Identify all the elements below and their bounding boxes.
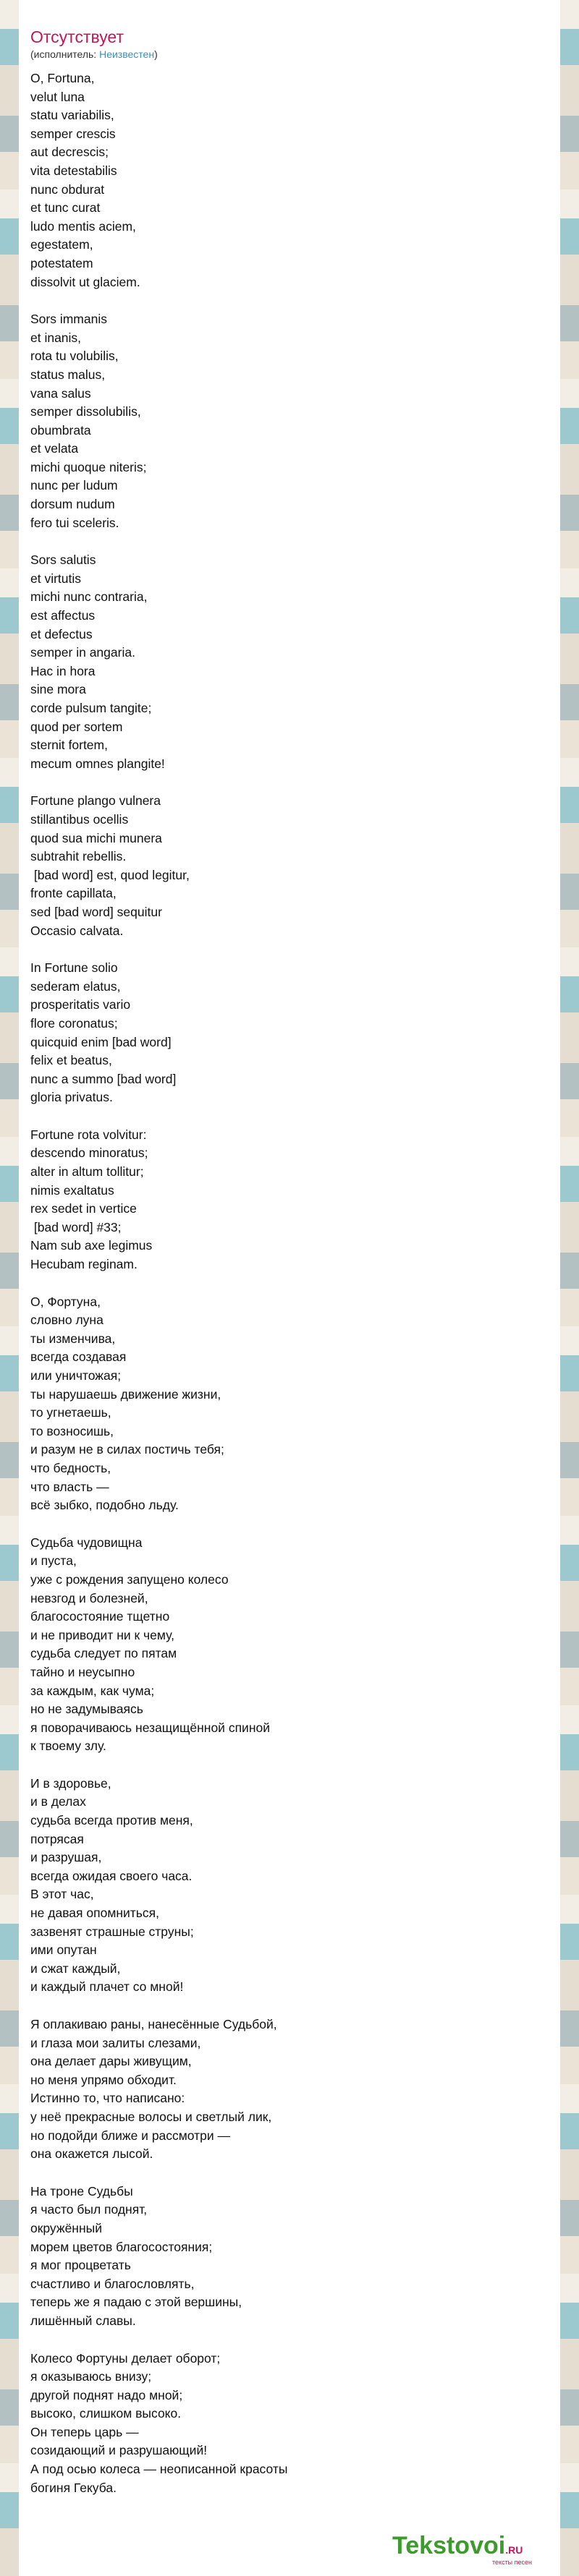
lyrics-body [30,69,549,2497]
lyrics-line: sine mora [30,682,86,697]
lyrics-line: морем цветов благосостояния; [30,2239,213,2254]
lyrics-line: другой поднят надо мной; [30,2387,183,2402]
logo-brand: Tekstovoi [392,2532,506,2559]
lyrics-stanza [30,551,549,773]
lyrics-stanza [30,792,549,940]
lyrics-line: status malus, [30,367,106,382]
lyrics-line: и разум не в силах постичь тебя; [30,1442,224,1457]
lyrics-line: statu variabilis, [30,108,114,123]
lyrics-line: и в делах [30,1794,86,1809]
lyrics-line: Судьба чудовищна [30,1535,143,1550]
lyrics-line: Nam sub axe legimus [30,1238,153,1253]
lyrics-line: dorsum nudum [30,497,115,512]
lyrics-line: prosperitatis vario [30,997,131,1012]
performer-link[interactable]: Неизвестен [99,48,155,60]
lyrics-line: всегда ожидая своего часа. [30,1868,193,1883]
lyrics-line: nunc a summo [bad word] [30,1071,177,1086]
lyrics-line: et tunc curat [30,200,101,216]
lyrics-line: благосостояние тщетно [30,1609,170,1624]
lyrics-line: невзгод и болезней, [30,1590,148,1605]
lyrics-line: или уничтожая; [30,1368,122,1383]
lyrics-line: Он теперь царь — [30,2424,139,2439]
lyrics-line: ими опутан [30,1942,97,1958]
lyrics-line: но не задумываясь [30,1702,143,1717]
lyrics-line: Hecubam reginam. [30,1257,138,1272]
lyrics-line: Sors immanis [30,312,107,327]
lyrics-line: [bad word] #33; [30,1219,122,1234]
lyrics-line: est affectus [30,608,96,623]
lyrics-line: она окажется лысой. [30,2146,153,2162]
lyrics-line: quicquid enim [bad word] [30,1034,172,1049]
lyrics-line: et virtutis [30,571,82,586]
lyrics-line: Fortune rota volvitur: [30,1127,147,1142]
lyrics-stanza [30,1126,549,1274]
lyrics-line: И в здоровье, [30,1775,111,1791]
lyrics-line: stillantibus ocellis [30,811,129,827]
lyrics-stanza [30,310,549,532]
lyrics-line: я мог процветать [30,2258,131,2273]
lyrics-line: vita detestabilis [30,163,117,178]
lyrics-line: и глаза мои залиты слезами, [30,2035,201,2050]
lyrics-line: dissolvit ut glaciem. [30,274,140,289]
lyrics-content [30,26,549,2516]
lyrics-line: michi quoque niteris; [30,459,147,474]
lyrics-line: Я оплакиваю раны, нанесённые Судьбой, [30,2017,277,2031]
lyrics-line: quod sua michi munera [30,830,162,845]
lyrics-line: fronte capillata, [30,886,117,901]
lyrics-line: aut decrescis; [30,145,109,160]
lyrics-line: rex sedet in vertice [30,1201,137,1216]
lyrics-line: rota tu volubilis, [30,349,119,364]
lyrics-line: obumbrata [30,422,91,438]
lyrics-line: nunc per ludum [30,478,118,493]
lyrics-line: quod per sortem [30,719,123,734]
lyrics-line: что власть — [30,1479,109,1494]
lyrics-line: flore coronatus; [30,1015,118,1031]
lyrics-stanza [30,2016,549,2164]
lyrics-line: Occasio calvata. [30,923,124,938]
lyrics-line: ты нарушаешь движение жизни, [30,1386,221,1402]
lyrics-line: не давая опомниться, [30,1906,160,1921]
lyrics-line: то возносишь, [30,1423,114,1438]
lyrics-line: In Fortune solio [30,960,118,976]
lyrics-line: за каждым, как чума; [30,1683,155,1698]
lyrics-stanza [30,2350,549,2498]
lyrics-line: уже с рождения запущено колесо [30,1571,229,1587]
lyrics-line: semper crescis [30,126,116,141]
lyrics-line: счастливо и благословлять, [30,2276,195,2291]
lyrics-line: богиня Гекуба. [30,2480,117,2495]
lyrics-line: Истинно то, что написано: [30,2091,185,2106]
lyrics-line: но меня упрямо обходит. [30,2072,177,2087]
lyrics-stanza [30,2183,549,2331]
lyrics-line: теперь же я падаю с этой вершины, [30,2295,242,2310]
lyrics-line: лишённый славы. [30,2313,136,2328]
lyrics-line: sed [bad word] sequitur [30,904,162,919]
lyrics-stanza [30,1293,549,1515]
site-logo[interactable] [392,2533,559,2570]
lyrics-line: semper in angaria. [30,645,135,660]
lyrics-line: felix et beatus, [30,1053,112,1068]
lyrics-line: судьба следует по пятам [30,1646,177,1661]
lyrics-line: potestatem [30,255,93,270]
lyrics-line: и не приводит ни к чему, [30,1627,174,1642]
lyrics-line: descendo minoratus; [30,1146,148,1161]
lyrics-line: ты изменчива, [30,1331,116,1346]
lyrics-stanza [30,1534,549,1756]
lyrics-line: и пуста, [30,1553,77,1569]
lyrics-line: sternit fortem, [30,738,108,753]
lyrics-line: высоко, слишком высоко. [30,2406,182,2421]
lyrics-line: А под осью колеса — неописанной красоты [30,2462,288,2477]
lyrics-line: sederam elatus, [30,978,121,994]
song-title: Отсутствует [30,27,124,46]
lyrics-line: судьба всегда против меня, [30,1813,193,1828]
lyrics-line: Колесо Фортуны делает оборот; [30,2350,221,2366]
lyrics-line: что бедность, [30,1460,111,1475]
lyrics-line: В этот час, [30,1887,94,1902]
lyrics-line: О, Фортуна, [30,1294,101,1309]
lyrics-line: O, Fortuna, [30,71,95,85]
lyrics-line: и каждый плачет со мной! [30,1979,184,1995]
lyrics-line: corde pulsum tangite; [30,701,152,715]
lyrics-stanza [30,69,549,291]
lyrics-line: nimis exaltatus [30,1182,114,1198]
lyrics-line: fero tui sceleris. [30,515,119,530]
lyrics-line: michi nunc contraria, [30,589,148,605]
lyrics-line: зазвенят страшные струны; [30,1924,194,1939]
lyrics-line: созидающий и разрушающий! [30,2443,208,2458]
lyrics-line: nunc obdurat [30,182,105,197]
lyrics-line: mecum omnes plangite! [30,756,165,771]
lyrics-line: потрясая [30,1831,84,1846]
lyrics-stanza [30,959,549,1107]
lyrics-line: vana salus [30,385,91,401]
performer-line [30,48,549,61]
lyrics-line: egestatem, [30,237,93,252]
performer-suffix: ) [154,48,158,60]
lyrics-line: она делает дары живущим, [30,2054,192,2069]
lyrics-sheet [19,0,560,2576]
lyrics-line: тайно и неусыпно [30,1664,135,1679]
lyrics-line: Sors salutis [30,553,96,568]
lyrics-line: Fortune plango vulnera [30,793,161,809]
lyrics-line: et defectus [30,626,93,641]
lyrics-line: всегда создавая [30,1349,127,1365]
performer-prefix: (исполнитель: [30,48,100,60]
lyrics-line: я часто был поднят, [30,2202,148,2217]
lyrics-line: я поворачиваюсь незащищённой спиной [30,1720,270,1735]
lyrics-line: окружённый [30,2220,102,2235]
lyrics-line: к твоему злу. [30,1739,106,1754]
logo-tld: .RU [505,2544,523,2556]
lyrics-line: словно луна [30,1313,103,1328]
lyrics-line: gloria privatus. [30,1090,113,1105]
lyrics-line: и сжат каждый, [30,1961,121,1976]
lyrics-line: et velata [30,441,79,456]
lyrics-line: velut luna [30,89,85,104]
lyrics-line: [bad word] est, quod legitur, [30,867,190,882]
lyrics-stanza [30,1775,549,1997]
lyrics-line: но подойди ближе и рассмотри — [30,2128,231,2143]
lyrics-line: у неё прекрасные волосы и светлый лик, [30,2109,272,2124]
lyrics-line: я оказываюсь внизу; [30,2369,152,2384]
lyrics-line: На троне Судьбы [30,2183,133,2198]
lyrics-line: всё зыбко, подобно льду. [30,1498,179,1513]
lyrics-line: subtrahit rebellis. [30,849,127,864]
lyrics-line: semper dissolubilis, [30,404,141,419]
lyrics-line: alter in altum tollitur; [30,1164,144,1180]
lyrics-line: Hac in hora [30,663,96,678]
lyrics-line: ludo mentis aciem, [30,218,136,234]
logo-tagline: тексты песен [492,2559,533,2566]
lyrics-line: et inanis, [30,330,82,345]
lyrics-line: и разрушая, [30,1850,102,1865]
lyrics-line: то угнетаешь, [30,1405,111,1420]
